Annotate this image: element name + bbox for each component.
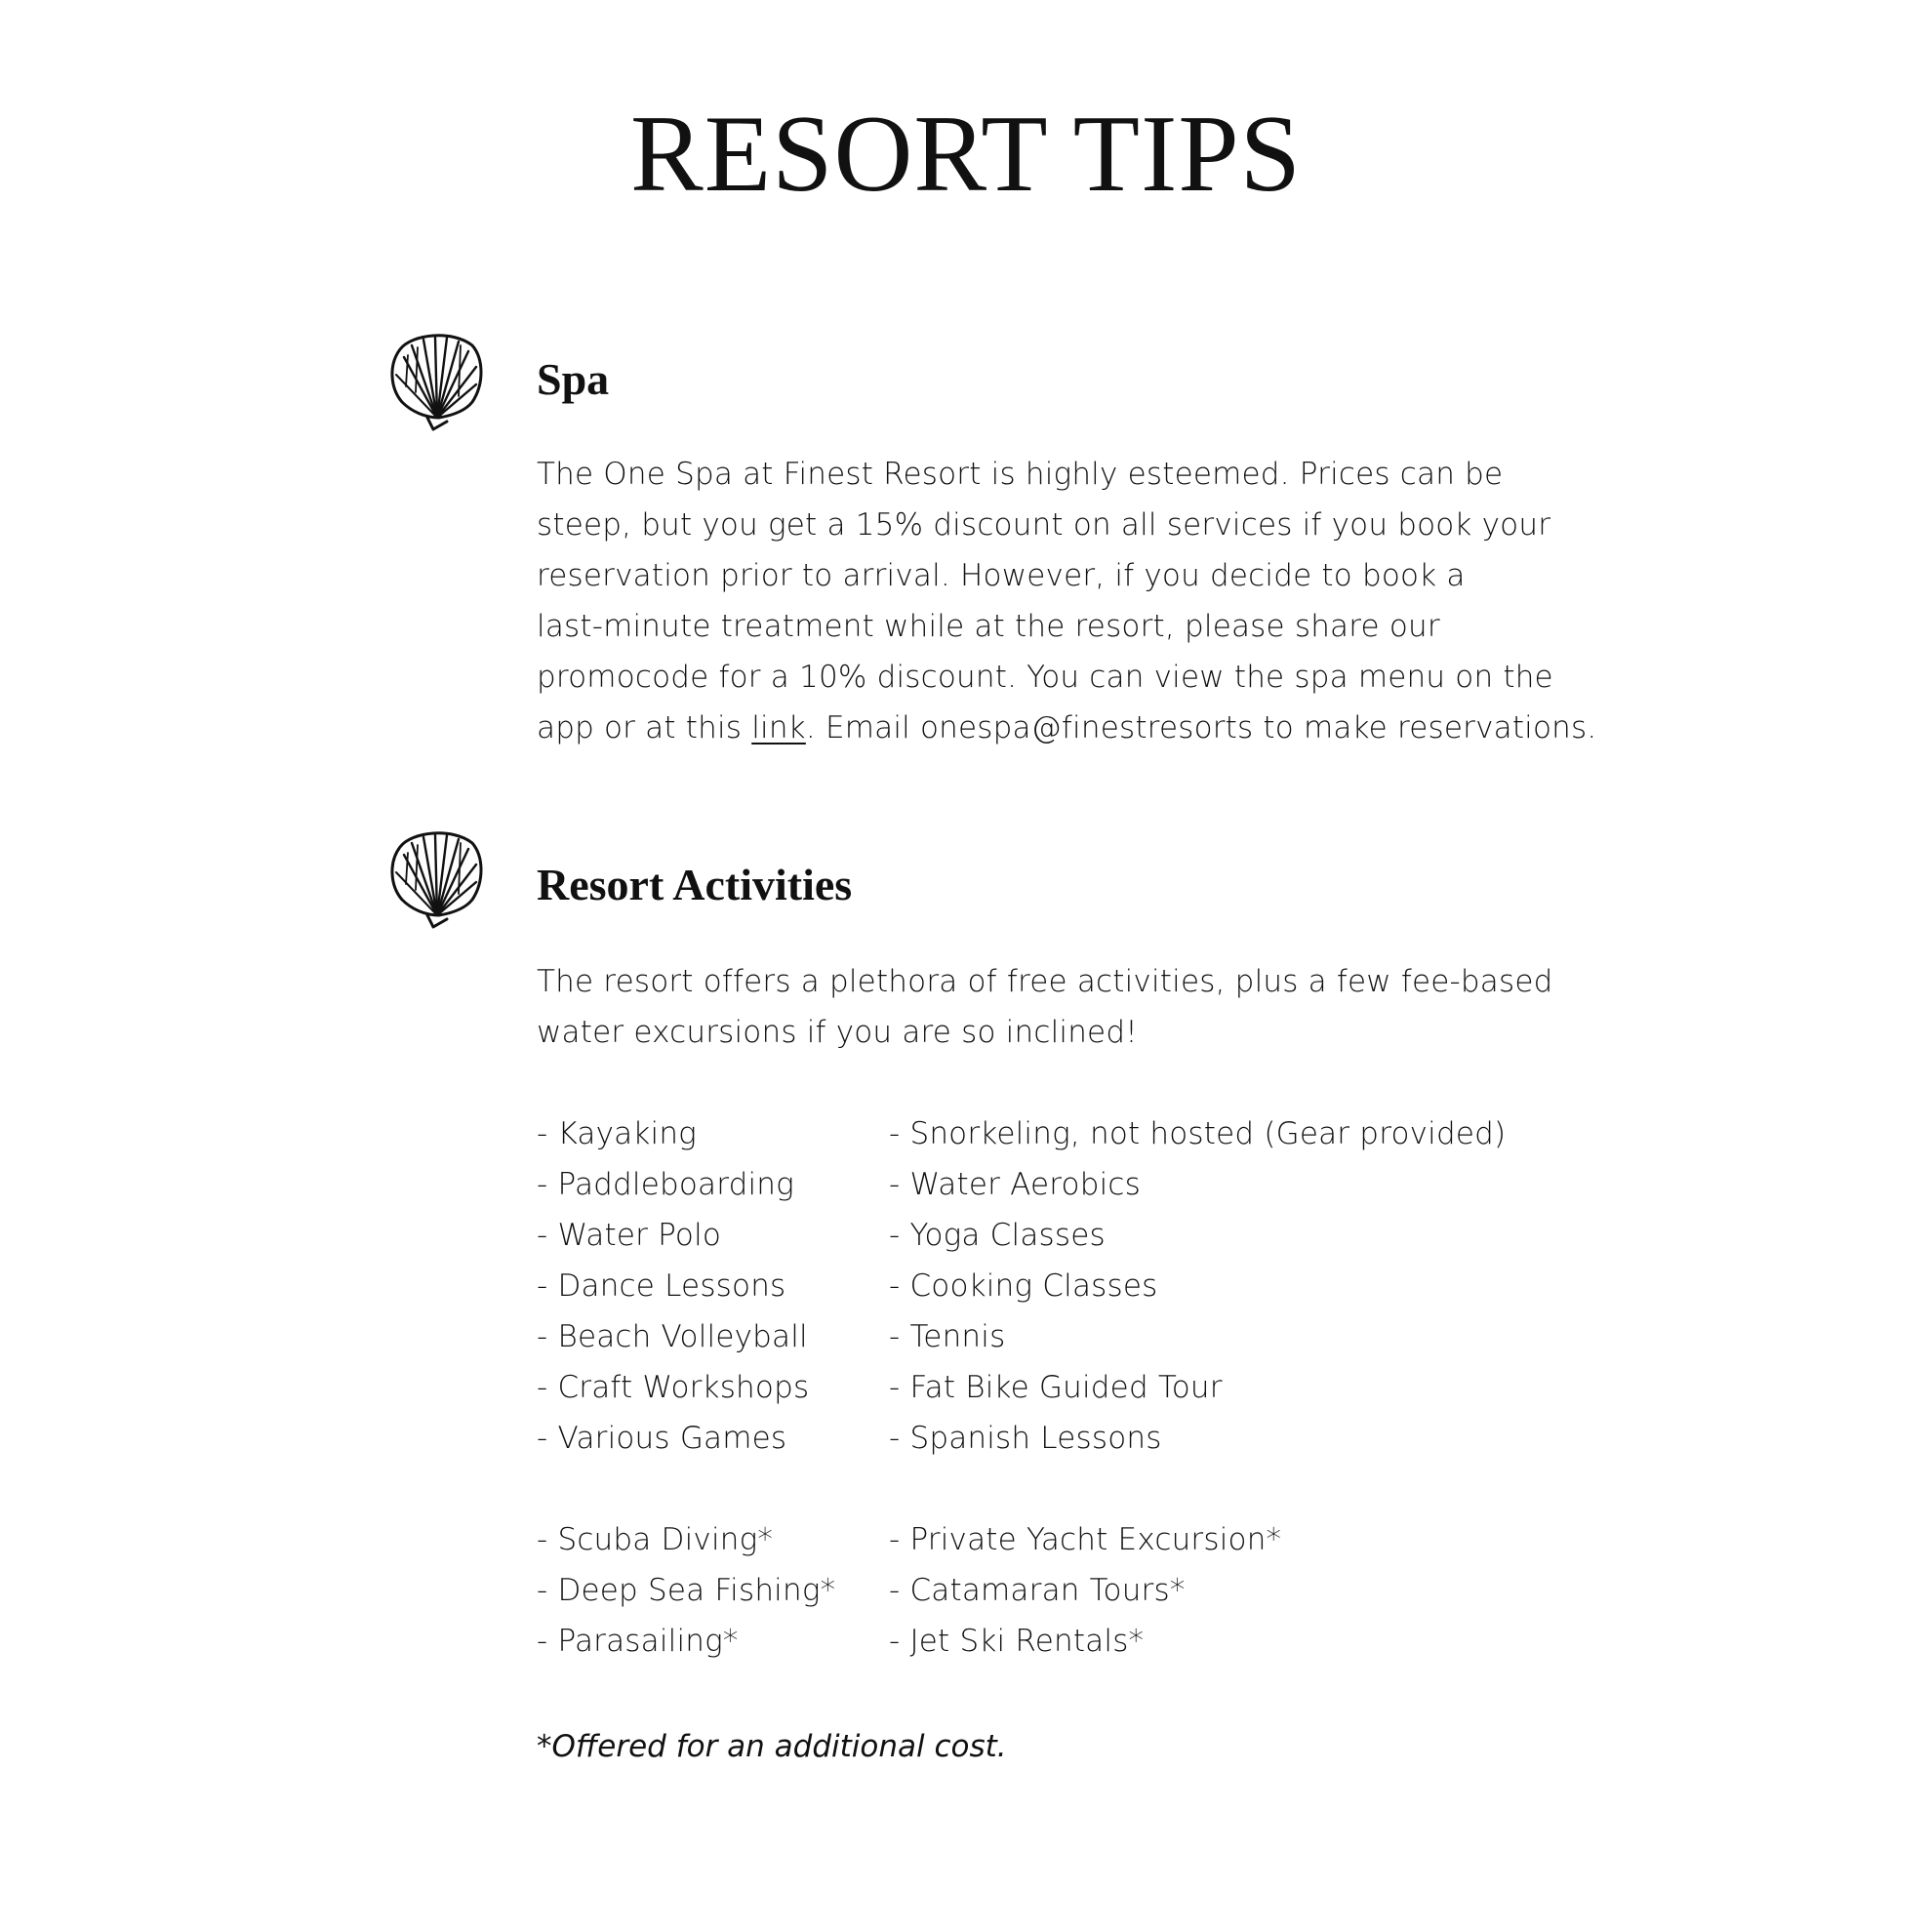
free-activities-right xyxy=(889,1108,1506,1464)
list-item: - Snorkeling, not hosted (Gear provided) xyxy=(889,1116,1507,1151)
page-title: RESORT TIPS xyxy=(630,94,1302,215)
text-line: last-minute treatment while at the resort, please share our xyxy=(537,609,1440,644)
paid-activities-right xyxy=(889,1514,1281,1667)
list-item: - Water Aerobics xyxy=(889,1167,1141,1202)
activities-heading: Resort Activities xyxy=(537,860,853,909)
list-item: - Paddleboarding xyxy=(537,1167,794,1202)
paid-activities-left xyxy=(537,1514,835,1667)
list-item: - Craft Workshops xyxy=(537,1370,810,1405)
list-item: - Kayaking xyxy=(537,1116,697,1151)
list-item: - Jet Ski Rentals* xyxy=(889,1624,1145,1659)
list-item: - Scuba Diving* xyxy=(537,1522,774,1557)
list-item: - Beach Volleyball xyxy=(537,1319,808,1354)
list-item: - Tennis xyxy=(889,1319,1006,1354)
list-item: - Deep Sea Fishing* xyxy=(537,1573,836,1608)
text-segment: . Email onespa@finestresorts to make reservations. xyxy=(805,710,1597,745)
list-item: - Water Polo xyxy=(537,1218,722,1253)
seashell-icon xyxy=(382,825,490,933)
text-line: promocode for a 10% discount. You can view the spa menu on the xyxy=(537,660,1553,695)
text-line: The One Spa at Finest Resort is highly esteemed. Prices can be xyxy=(537,457,1504,492)
text-line: water excursions if you are so inclined! xyxy=(537,1015,1138,1050)
footnote: *Offered for an additional cost. xyxy=(537,1729,1007,1764)
list-item: - Yoga Classes xyxy=(889,1218,1106,1253)
list-item: - Various Games xyxy=(537,1421,787,1456)
text-line: The resort offers a plethora of free activities, plus a few fee-based xyxy=(537,964,1553,999)
list-item: - Cooking Classes xyxy=(889,1268,1158,1304)
activities-intro xyxy=(537,956,1639,1058)
list-item: - Dance Lessons xyxy=(537,1268,786,1304)
spa-menu-link[interactable]: link xyxy=(751,710,806,745)
text-segment: app or at this xyxy=(537,710,752,745)
list-item: - Private Yacht Excursion* xyxy=(889,1522,1282,1557)
seashell-icon xyxy=(382,328,490,435)
text-line: reservation prior to arrival. However, if you decide to book a xyxy=(537,558,1466,593)
list-item: - Parasailing* xyxy=(537,1624,739,1659)
spa-heading: Spa xyxy=(537,354,610,404)
list-item: - Fat Bike Guided Tour xyxy=(889,1370,1223,1405)
text-line xyxy=(537,703,1639,753)
text-line: steep, but you get a 15% discount on all services if you book your xyxy=(537,507,1551,543)
spa-description xyxy=(537,449,1639,753)
free-activities-left xyxy=(537,1108,809,1464)
list-item: - Spanish Lessons xyxy=(889,1421,1162,1456)
list-item: - Catamaran Tours* xyxy=(889,1573,1186,1608)
